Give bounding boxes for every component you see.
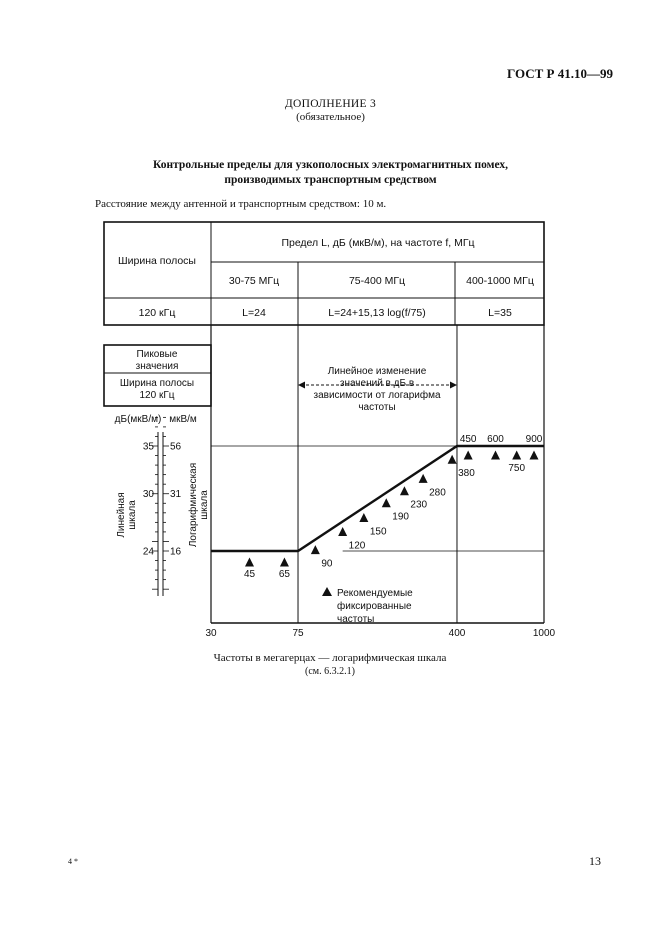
- marker-230-icon: [400, 486, 409, 495]
- peak-values-line-2: значения: [135, 361, 179, 372]
- legend-line-2: фиксированные: [337, 601, 412, 612]
- log-scale-label-2: шкала: [199, 490, 210, 520]
- marker-750-icon: [512, 451, 521, 460]
- title-line-1: Контрольные пределы для узкополосных электромагнитных помех,: [153, 159, 508, 171]
- legend-triangle-icon: [322, 587, 332, 596]
- table-limit-3: L=35: [488, 307, 512, 319]
- marker-45-icon: [245, 558, 254, 567]
- marker-450-icon: [464, 451, 473, 460]
- marker-90-icon: [311, 545, 320, 554]
- unit-uv-label: мкВ/м: [169, 414, 197, 425]
- marker-label-230: 230: [410, 499, 428, 511]
- annotation-line-4: частоты: [358, 402, 396, 413]
- marker-label-380: 380: [458, 468, 475, 480]
- table-range-2: 75-400 МГц: [348, 275, 406, 287]
- marker-label-900: 900: [525, 434, 543, 445]
- x-axis-caption: Частоты в мегагерцах — логарифмическая шкала: [213, 652, 447, 664]
- marker-label-450: 450: [459, 434, 477, 445]
- annotation-line-2: значений в дБ в: [339, 378, 415, 389]
- log-scale-label-1: Логарифмическая: [188, 462, 199, 548]
- marker-label-45: 45: [243, 569, 256, 580]
- appendix-title: ДОПОЛНЕНИЕ 3: [284, 98, 377, 110]
- marker-280-icon: [419, 474, 428, 483]
- table-bandwidth-value: 120 кГц: [138, 307, 176, 319]
- appendix-subtitle: (обязательное): [296, 111, 365, 123]
- marker-600-icon: [491, 451, 500, 460]
- table-range-3: 400-1000 МГц: [466, 275, 534, 287]
- x-axis-reference: (см. 6.3.2.1): [305, 666, 355, 677]
- y-tick-db-30: 30: [142, 489, 154, 501]
- y-tick-uv-56: 56: [170, 441, 182, 453]
- arrow-right-icon: [450, 382, 457, 389]
- marker-label-280: 280: [429, 487, 446, 499]
- marker-label-120: 120: [348, 540, 366, 552]
- sheet-mark: 4 *: [68, 857, 78, 866]
- side-bandwidth-line-2: 120 кГц: [139, 390, 175, 401]
- x-tick-75: 75: [292, 628, 304, 639]
- marker-label-90: 90: [321, 558, 333, 570]
- table-limit-1: L=24: [242, 307, 266, 319]
- unit-db-label: дБ(мкВ/м): [114, 414, 162, 425]
- marker-190-icon: [382, 498, 391, 507]
- linear-scale-label-2: шкала: [127, 500, 138, 530]
- marker-380-icon: [448, 455, 457, 464]
- y-tick-db-24: 24: [142, 546, 154, 558]
- side-bandwidth-line-1: Ширина полосы: [119, 378, 195, 389]
- y-tick-db-35: 35: [142, 441, 154, 453]
- x-tick-30: 30: [205, 628, 217, 639]
- annotation-line-1: Линейное изменение: [327, 366, 427, 377]
- distance-note: Расстояние между антенной и транспортным средством: 10 м.: [95, 198, 387, 210]
- table-limit-header: Предел L, дБ (мкВ/м), на частоте f, МГц: [281, 237, 475, 249]
- annotation-line-3: зависимости от логарифма: [313, 390, 441, 401]
- page-number: 13: [589, 854, 601, 868]
- marker-label-65: 65: [278, 569, 290, 580]
- marker-label-600: 600: [487, 434, 504, 445]
- marker-65-icon: [280, 558, 289, 567]
- x-tick-1000: 1000: [532, 628, 556, 639]
- table-limit-2: L=24+15,13 log(f/75): [328, 307, 426, 319]
- y-tick-uv-31: 31: [170, 489, 182, 501]
- y-axis-scales: [143, 417, 182, 596]
- marker-150-icon: [359, 513, 368, 522]
- legend-line-1: Рекомендуемые: [337, 588, 413, 599]
- marker-label-190: 190: [392, 511, 409, 523]
- legend-line-3: частоты: [337, 614, 375, 625]
- x-tick-400: 400: [448, 628, 466, 639]
- table-range-1: 30-75 МГц: [228, 275, 280, 287]
- arrow-left-icon: [298, 382, 305, 389]
- standard-code: ГОСТ Р 41.10—99: [507, 66, 613, 81]
- marker-900-icon: [529, 451, 538, 460]
- marker-120-icon: [338, 527, 347, 536]
- marker-label-750: 750: [508, 463, 526, 474]
- table-bandwidth-header: Ширина полосы: [118, 255, 196, 267]
- peak-values-line-1: Пиковые: [136, 349, 178, 360]
- y-tick-uv-16: 16: [170, 546, 182, 558]
- title-line-2: производимых транспортным средством: [224, 174, 437, 186]
- linear-scale-label-1: Линейная: [116, 492, 127, 538]
- marker-label-150: 150: [369, 526, 387, 538]
